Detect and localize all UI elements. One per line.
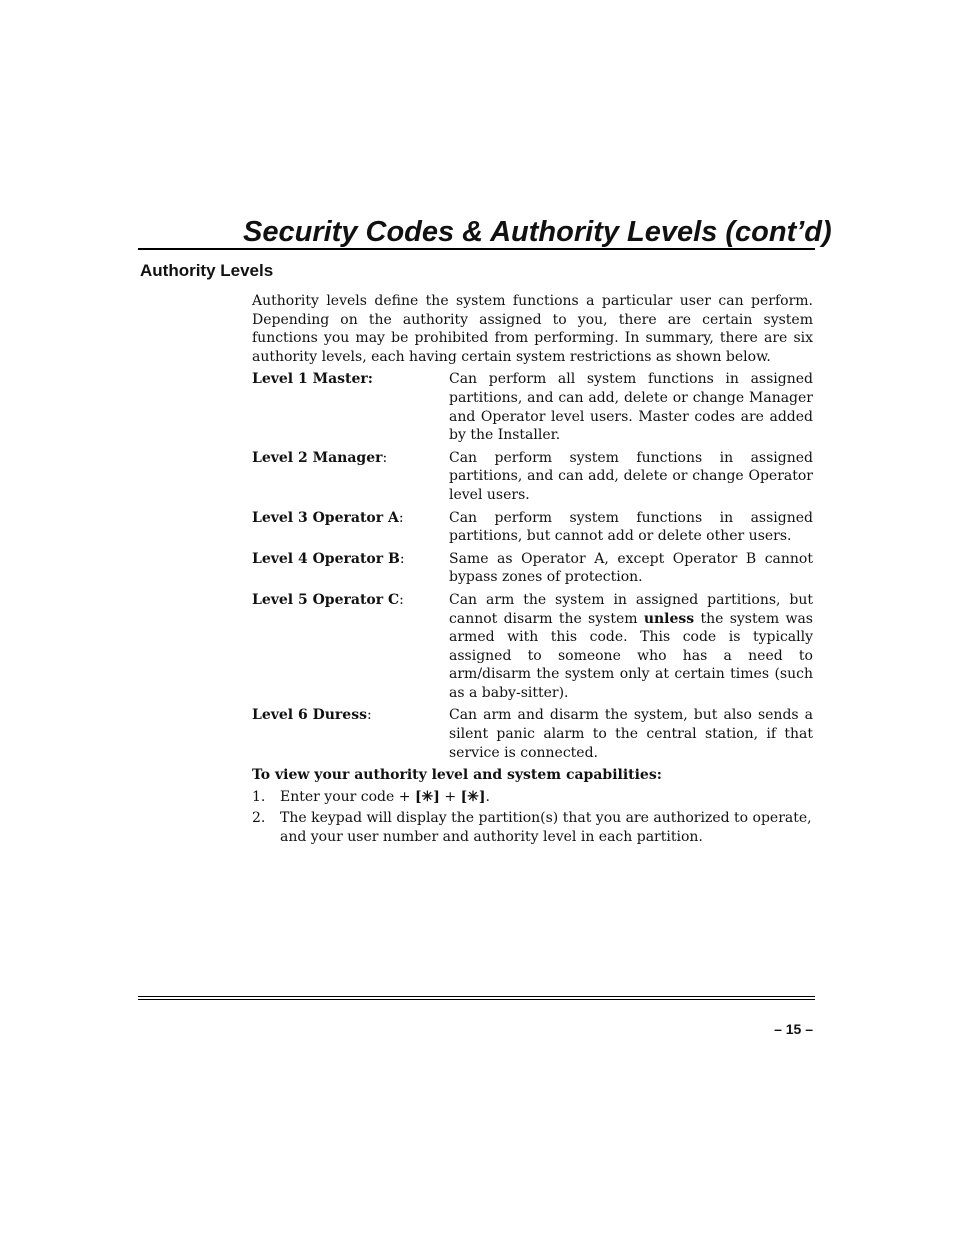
step-list: [252, 788, 813, 847]
level-name: [252, 550, 449, 587]
footer-divider: [138, 996, 815, 997]
level-name-suffix: :: [398, 509, 404, 526]
level-name-suffix: :: [366, 707, 372, 724]
level-row-operator-a: [252, 509, 813, 546]
star-key: [✳]: [414, 788, 440, 805]
footer-divider: [138, 999, 815, 1000]
level-description: [449, 591, 813, 703]
level-description-text: the system was armed with this code. This code is typically assigned to someone who has a need to arm/disarm the system only at certain times (such as a baby-sitter).: [449, 610, 813, 701]
step-number: 2.: [252, 810, 266, 827]
level-description: Can perform system functions in assigned partitions, but cannot add or delete other users.: [449, 509, 813, 545]
level-name-label: Level 1 Master:: [252, 371, 373, 388]
level-row-operator-b: [252, 550, 813, 587]
level-name-label: Level 3 Operator A: [252, 509, 399, 526]
intro-paragraph: Authority levels define the system functions a particular user can perform. Depending on the authority assigned to you, there are certain system functions you may be prohibited from performing. In summary, there are six authority levels, each having certain system restrictions as shown below.: [252, 293, 813, 365]
level-description-emphasis: unless: [643, 610, 695, 627]
level-row-manager: [252, 449, 813, 505]
step-text-part: +: [439, 788, 461, 805]
level-name: [252, 591, 449, 703]
level-name: [252, 370, 449, 444]
level-row-duress: [252, 706, 813, 762]
star-key: [✳]: [460, 788, 486, 805]
level-row-master: [252, 370, 813, 444]
step-text-part: Enter your code +: [280, 788, 415, 805]
level-name-label: Level 2 Manager: [252, 449, 383, 466]
level-name-label: Level 5 Operator C: [252, 591, 400, 608]
level-name: [252, 449, 449, 505]
level-description: Same as Operator A, except Operator B cannot bypass zones of protection.: [449, 550, 813, 586]
level-name-suffix: :: [399, 550, 405, 567]
step-number: 1.: [252, 788, 266, 805]
level-description: Can perform all system functions in assigned partitions, and can add, delete or change Manager and Operator level users. Master codes are added by the Installer.: [449, 371, 813, 444]
title-divider: [138, 248, 815, 250]
view-instructions-heading: To view your authority level and system capabilities:: [252, 767, 662, 784]
page-title: Security Codes & Authority Levels (cont’d): [243, 216, 832, 248]
level-name-label: Level 6 Duress: [252, 707, 367, 724]
level-name-label: Level 4 Operator B: [252, 550, 400, 567]
section-heading: Authority Levels: [140, 261, 274, 280]
level-name: [252, 706, 449, 762]
step-text: [280, 788, 813, 807]
level-description-text: Can arm the system in assigned partitions, but cannot disarm the system: [449, 591, 813, 627]
step-text: The keypad will display the partition(s) that you are authorized to operate, and your user number and authority level in each partition.: [280, 810, 812, 846]
level-description: Can arm and disarm the system, but also sends a silent panic alarm to the central station, if that service is connected.: [449, 707, 813, 761]
level-name-suffix: :: [382, 449, 388, 466]
level-row-operator-c: [252, 591, 813, 703]
page-number: – 15 –: [774, 1021, 813, 1037]
level-description: Can perform system functions in assigned partitions, and can add, delete or change Operator level users.: [449, 449, 813, 503]
level-name: [252, 509, 449, 546]
content-body: [252, 292, 813, 850]
list-item: [252, 809, 813, 846]
list-item: [252, 788, 813, 807]
step-text-part: .: [485, 788, 490, 805]
level-name-suffix: :: [399, 591, 404, 608]
